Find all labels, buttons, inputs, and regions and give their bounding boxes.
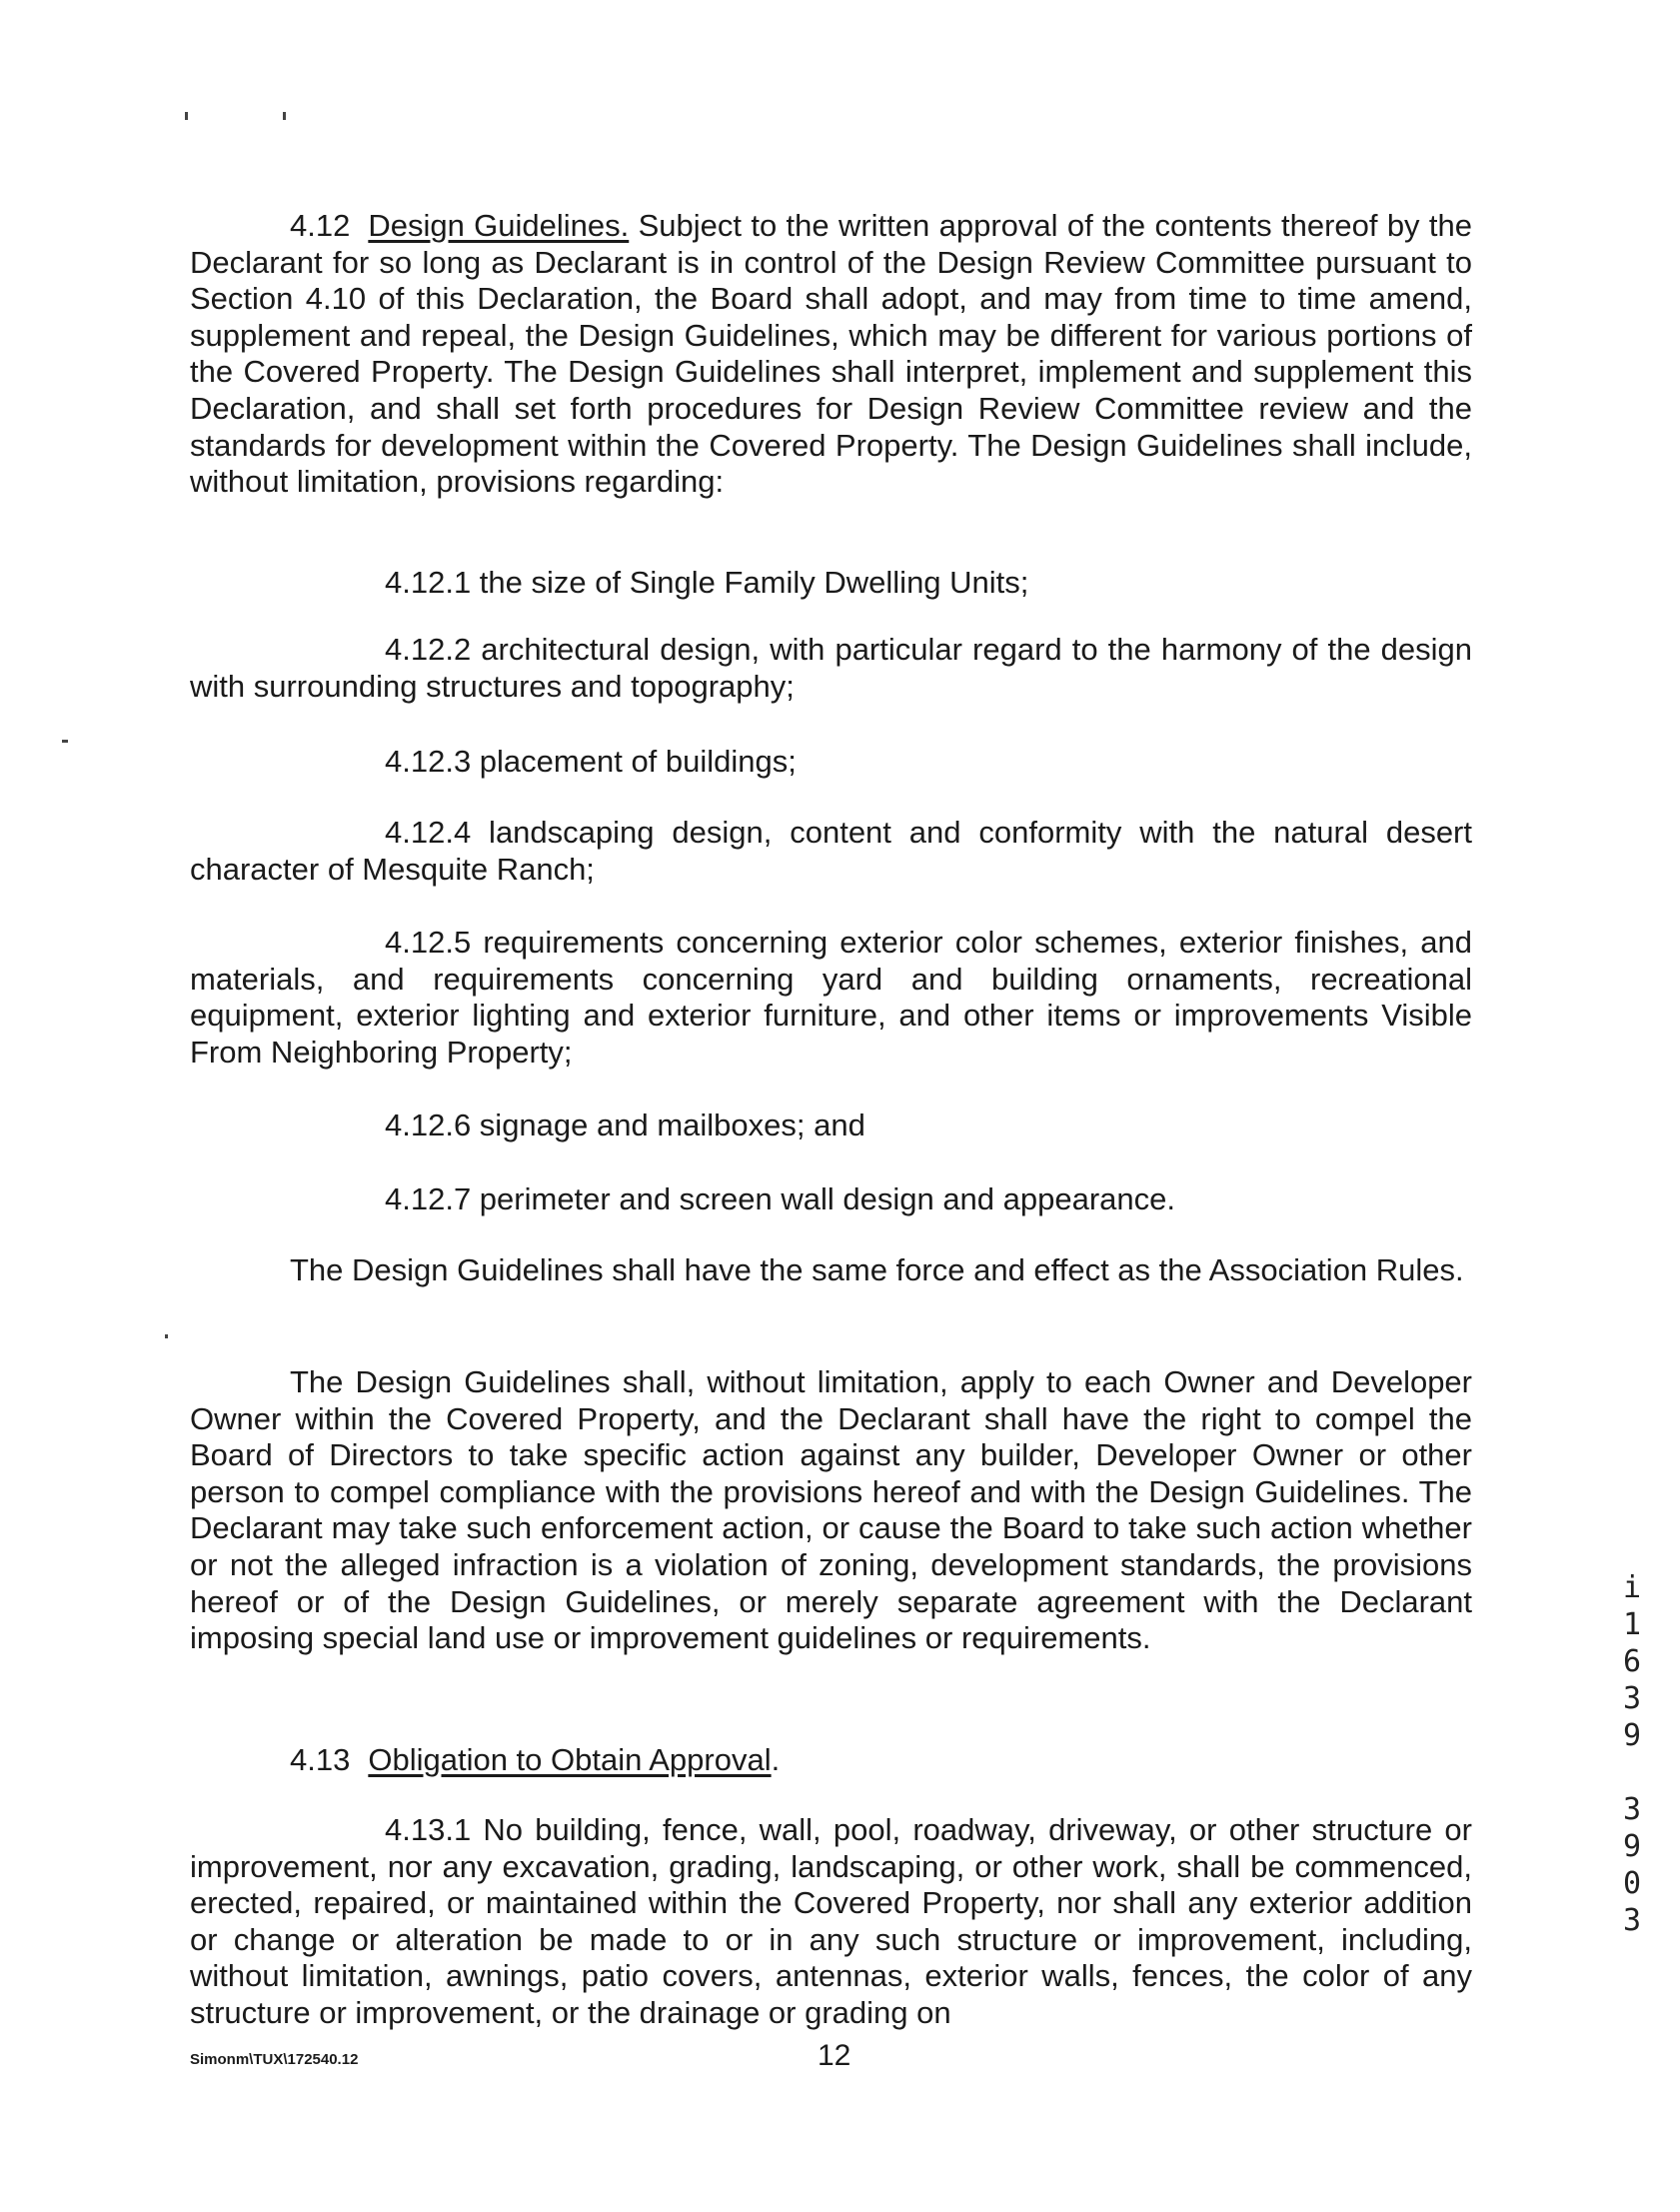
item-4-12-3: 4.12.3 placement of buildings; bbox=[385, 744, 797, 779]
stamp-digit: 9 bbox=[1622, 1718, 1642, 1753]
stamp-digit: 3 bbox=[1622, 1903, 1642, 1938]
section-4-12-title: Design Guidelines. bbox=[368, 208, 630, 243]
section-4-12-paragraph bbox=[190, 208, 1472, 501]
stamp-digit: 3 bbox=[1622, 1681, 1642, 1716]
item-4-12-6: 4.12.6 signage and mailboxes; and bbox=[385, 1107, 865, 1142]
item-4-12-7: 4.12.7 perimeter and screen wall design and appearance. bbox=[385, 1181, 1176, 1216]
stamp-digit: 6 bbox=[1622, 1644, 1642, 1679]
scan-speck bbox=[165, 1334, 168, 1338]
recording-number-stamp bbox=[1617, 1569, 1647, 1939]
design-guidelines-force-paragraph: The Design Guidelines shall have the same force and effect as the Association Rules. bbox=[290, 1252, 1464, 1287]
item-4-12-2: 4.12.2 architectural design, with particular regard to the harmony of the design with surrounding structures and topography; bbox=[190, 632, 1472, 704]
stamp-gap bbox=[1617, 1754, 1647, 1791]
section-4-13-title-period: . bbox=[771, 1742, 781, 1777]
section-4-13-number: 4.13 bbox=[290, 1742, 351, 1777]
page-number: 12 bbox=[818, 2039, 851, 2072]
item-4-13-1: 4.13.1 No building, fence, wall, pool, roadway, driveway, or other structure or improvement, nor any excavation, grading, landscaping, or other work, shall be commenced, erected, repaired, or maintained within the Covered Property, nor shall any exterior addition or change or alteration be made to or in any such structure or improvement, including, without limitation, awnings, patio covers, antennas, exterior walls, fences, the color of any structure or improvement, or the drainage or grading on bbox=[190, 1812, 1472, 2030]
scan-speck bbox=[283, 112, 286, 120]
stamp-digit: 0 bbox=[1622, 1866, 1642, 1901]
stamp-digit: i bbox=[1622, 1570, 1642, 1605]
scan-speck bbox=[185, 112, 188, 120]
item-4-12-4: 4.12.4 landscaping design, content and conformity with the natural desert character of Mesquite Ranch; bbox=[190, 815, 1472, 887]
stamp-digit: 1 bbox=[1622, 1607, 1642, 1642]
item-4-12-1: 4.12.1 the size of Single Family Dwelling Units; bbox=[385, 565, 1029, 600]
section-4-13-title: Obligation to Obtain Approval bbox=[368, 1742, 772, 1777]
section-4-13-heading bbox=[290, 1742, 780, 1779]
design-guidelines-apply-paragraph: The Design Guidelines shall, without limitation, apply to each Owner and Developer Owner within the Covered Property, and the Declarant shall have the right to compel the Board of Directors to take specific action against any builder, Developer Owner or other person to compel compliance with the provisions hereof and with the Design Guidelines. The Declarant may take such enforcement action, or cause the Board to take such action whether or not the alleged infraction is a violation of zoning, development standards, the provisions hereof or of the Design Guidelines, or merely separate agreement with the Declarant imposing special land use or improvement guidelines or requirements. bbox=[190, 1364, 1472, 1656]
stamp-digit: 9 bbox=[1622, 1829, 1642, 1864]
scan-speck bbox=[62, 740, 68, 743]
section-4-12-body: Subject to the written approval of the contents thereof by the Declarant for so long as Declarant is in control of the Design Review Committee pursuant to Section 4.10 of this Declaration, the Board shall adopt, and may from time to time amend, supplement and repeal, the Design Guidelines, which may be different for various portions of the Covered Property. The Design Guidelines shall interpret, implement and supplement this Declaration, and shall set forth procedures for Design Review Committee review and the standards for development within the Covered Property. The Design Guidelines shall include, without limitation, provisions regarding: bbox=[190, 208, 1472, 500]
section-4-12-number: 4.12 bbox=[290, 208, 351, 243]
stamp-digit: 3 bbox=[1622, 1792, 1642, 1827]
item-4-12-5: 4.12.5 requirements concerning exterior color schemes, exterior finishes, and materials, and requirements concerning yard and building ornaments, recreational equipment, exterior lighting and exterior furniture, and other items or improvements Visible From Neighboring Property; bbox=[190, 925, 1472, 1070]
footer-file-reference: Simonm\TUX\172540.12 bbox=[190, 2051, 359, 2068]
